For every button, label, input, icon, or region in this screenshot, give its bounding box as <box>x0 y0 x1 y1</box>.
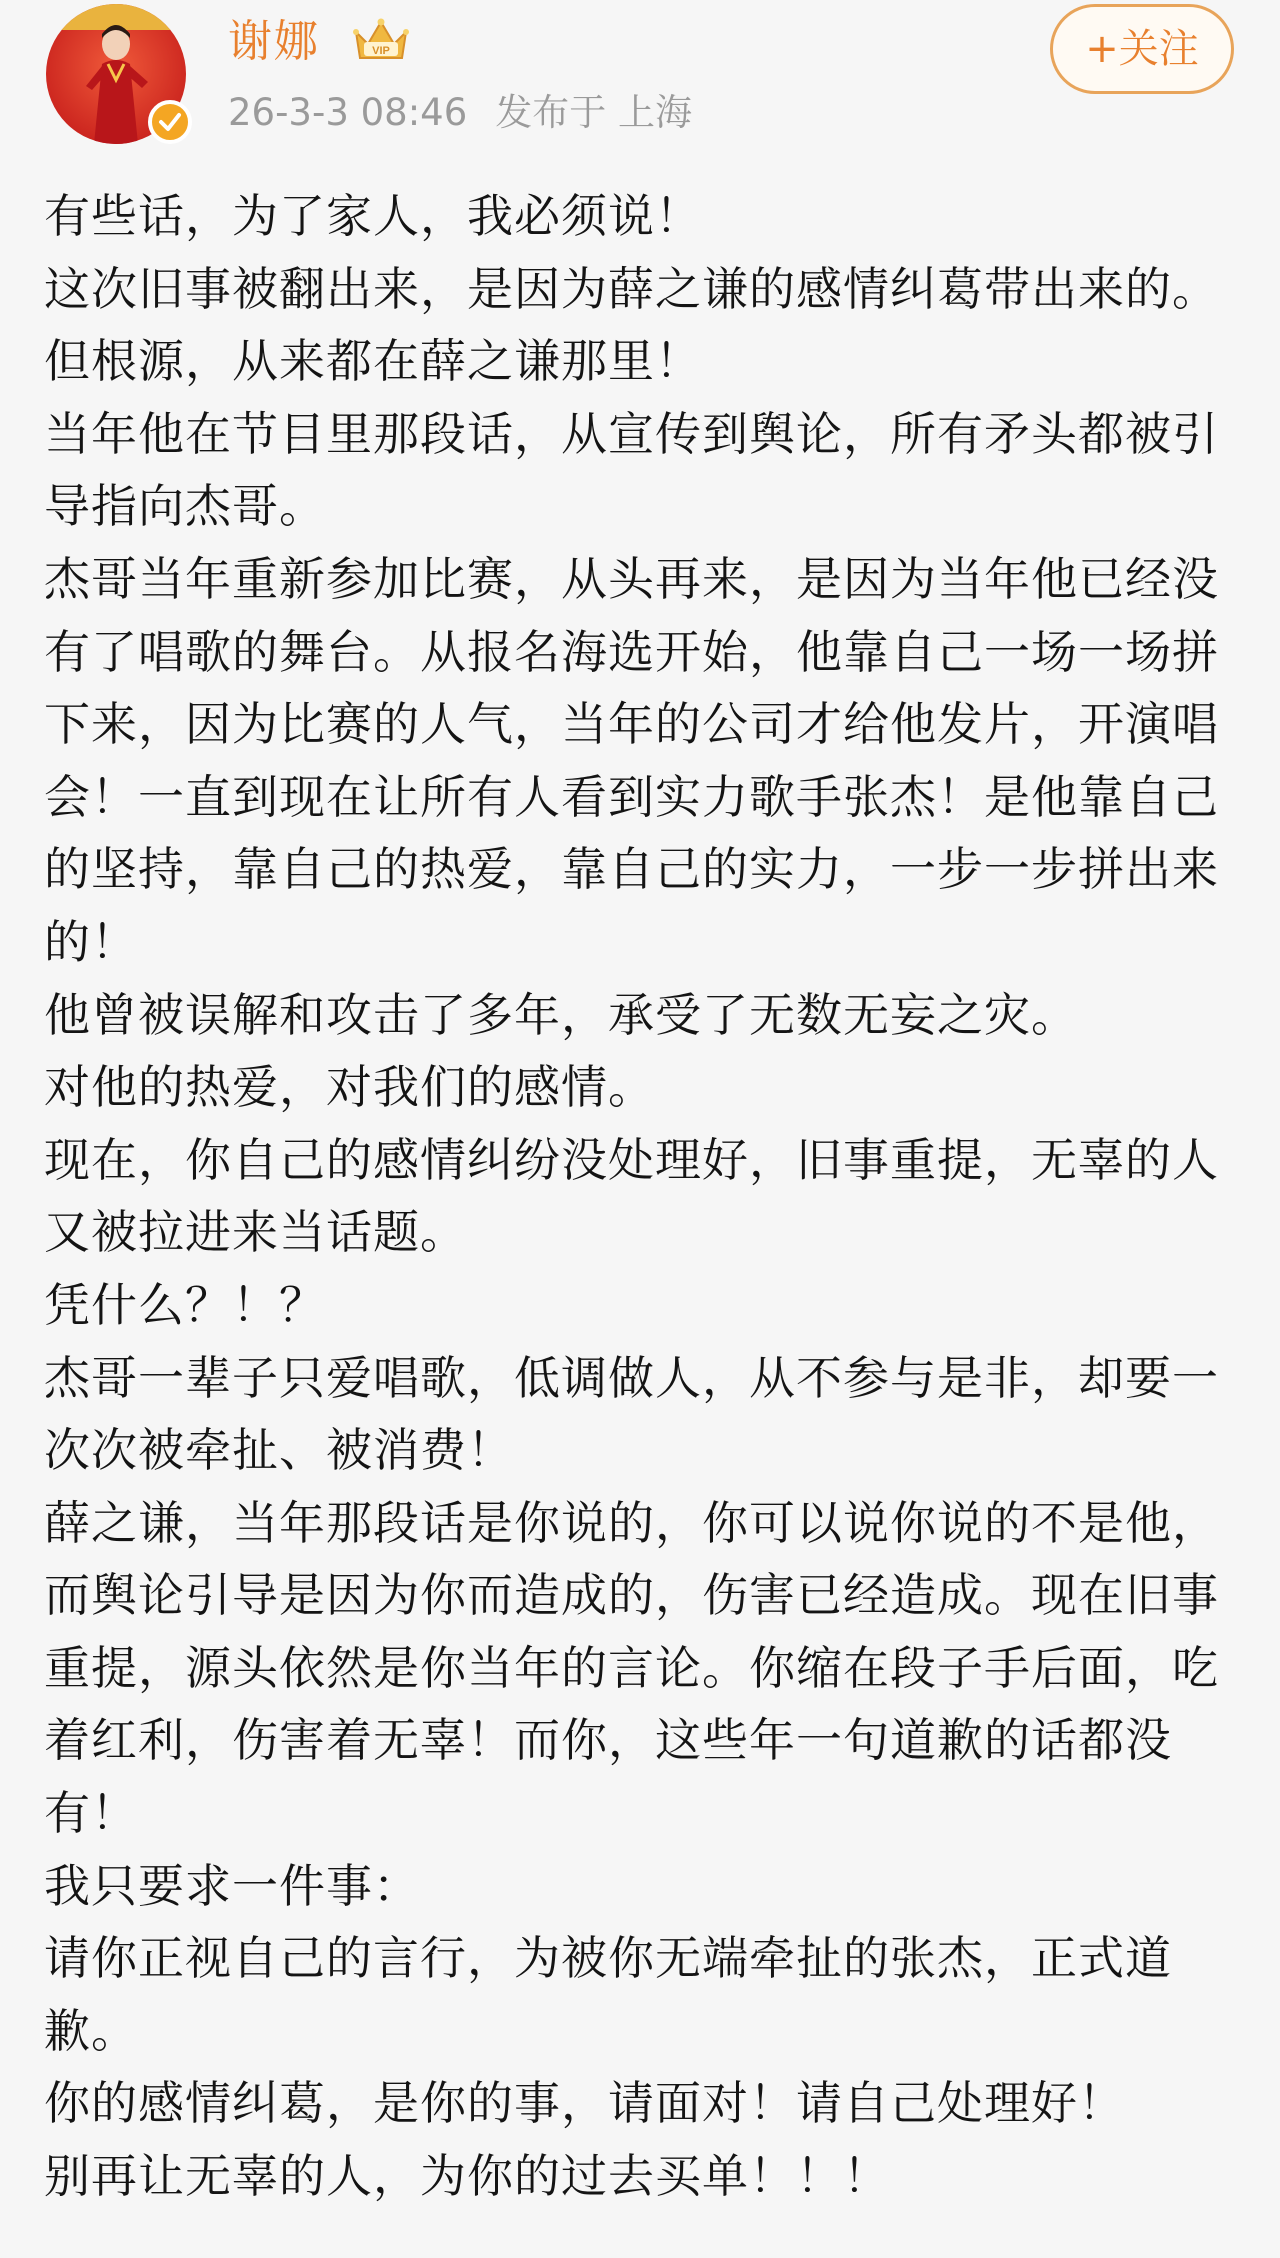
post-paragraph: 这次旧事被翻出来，是因为薛之谦的感情纠葛带出来的。 <box>44 261 1219 316</box>
post-paragraph: 杰哥一辈子只爱唱歌，低调做人，从不参与是非，却要一次次被牵扯、被消费！ <box>44 1350 1219 1478</box>
username[interactable]: 谢娜 <box>228 16 320 67</box>
post-body <box>44 180 1244 2213</box>
post-paragraph: 我只要求一件事： <box>44 1858 420 1913</box>
post-paragraph: 有些话，为了家人，我必须说！ <box>44 189 702 243</box>
post-meta <box>228 86 692 140</box>
verified-badge-icon <box>148 100 192 144</box>
post-paragraph: 别再让无辜的人，为你的过去买单！！！ <box>44 2149 890 2204</box>
post-paragraph: 对他的热爱，对我们的感情。 <box>44 1060 655 1115</box>
post-paragraph: 请你正视自己的言行，为被你无端牵扯的张杰，正式道歉。 <box>44 1931 1172 2058</box>
post-paragraph: 但根源，从来都在薛之谦那里！ <box>44 334 702 389</box>
post-header <box>0 0 1280 170</box>
post-paragraph: 现在，你自己的感情纠纷没处理好，旧事重提，无辜的人又被拉进来当话题。 <box>44 1132 1219 1260</box>
post-paragraph: 杰哥当年重新参加比赛，从头再来，是因为当年他已经没有了唱歌的舞台。从报名海选开始，他靠自己一场一场拼下来，因为比赛的人气，当年的公司才给他发片，开演唱会！一直到现在让所有人看到实力歌手张杰！是他靠自己的坚持，靠自己的热爱，靠自己的实力，一步一步拼出来的！ <box>44 551 1219 969</box>
post-timestamp: 26-3-3 08:46 <box>228 91 468 134</box>
post-paragraph: 当年他在节目里那段话，从宣传到舆论，所有矛头都被引导指向杰哥。 <box>44 406 1219 534</box>
post-paragraph: 凭什么？！？ <box>44 1277 326 1332</box>
follow-button[interactable]: +关注 <box>1050 4 1234 94</box>
vip-crown-icon[interactable] <box>350 14 412 70</box>
post-paragraph: 你的感情纠葛，是你的事，请面对！请自己处理好！ <box>44 2076 1125 2131</box>
post-paragraph: 薛之谦，当年那段话是你说的，你可以说你说的不是他，而舆论引导是因为你而造成的，伤害已经造成。现在旧事重提，源头依然是你当年的言论。你缩在段子手后面，吃着红利，伤害着无辜！而你，这些年一句道歉的话都没有！ <box>44 1495 1219 1841</box>
post-location: 发布于 上海 <box>495 91 693 134</box>
svg-text:VIP: VIP <box>372 45 390 57</box>
post-paragraph: 他曾被误解和攻击了多年，承受了无数无妄之灾。 <box>44 987 1078 1042</box>
